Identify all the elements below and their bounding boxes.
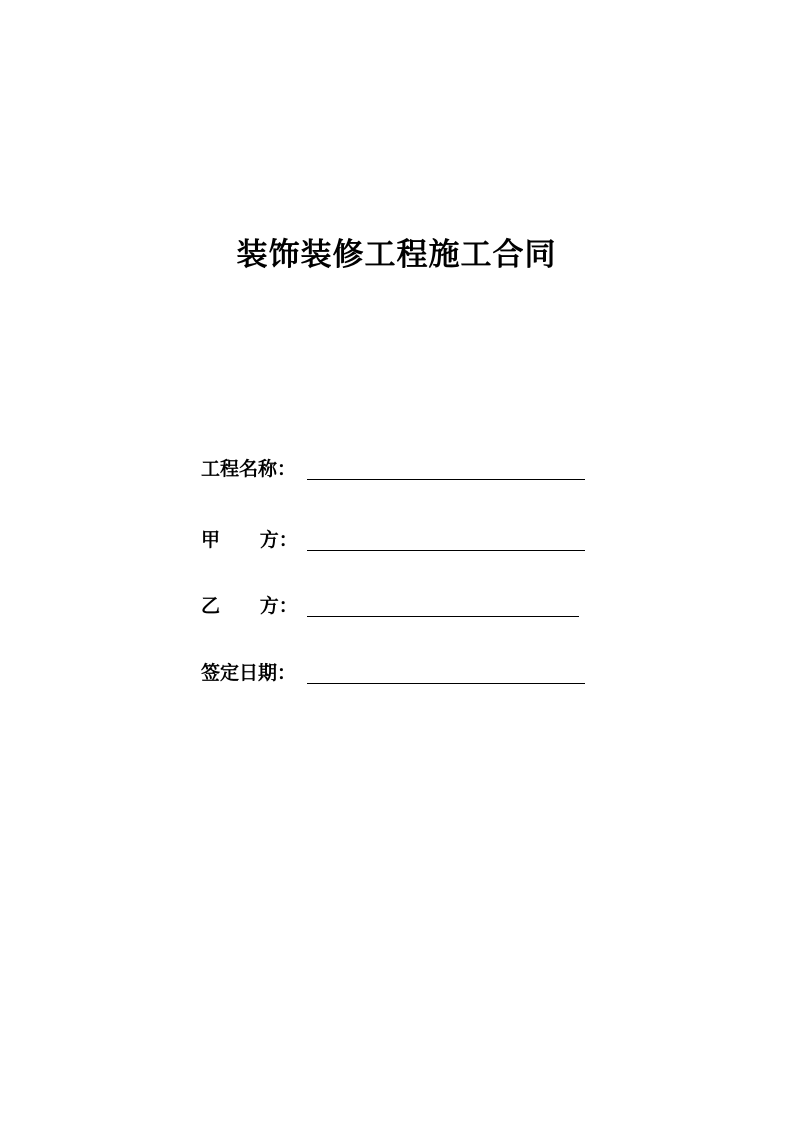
- party-b-label: 乙 方：: [201, 595, 298, 617]
- party-a-label: 甲 方：: [201, 529, 298, 551]
- contract-title: 装饰装修工程施工合同: [236, 237, 557, 273]
- project-name-label: 工程名称：: [201, 458, 297, 480]
- party-b-blank-line[interactable]: [307, 616, 579, 617]
- signing-date-blank-line[interactable]: [307, 683, 585, 684]
- signing-date-label: 签定日期：: [201, 662, 297, 684]
- project-name-blank-line[interactable]: [307, 479, 585, 480]
- party-a-blank-line[interactable]: [307, 550, 585, 551]
